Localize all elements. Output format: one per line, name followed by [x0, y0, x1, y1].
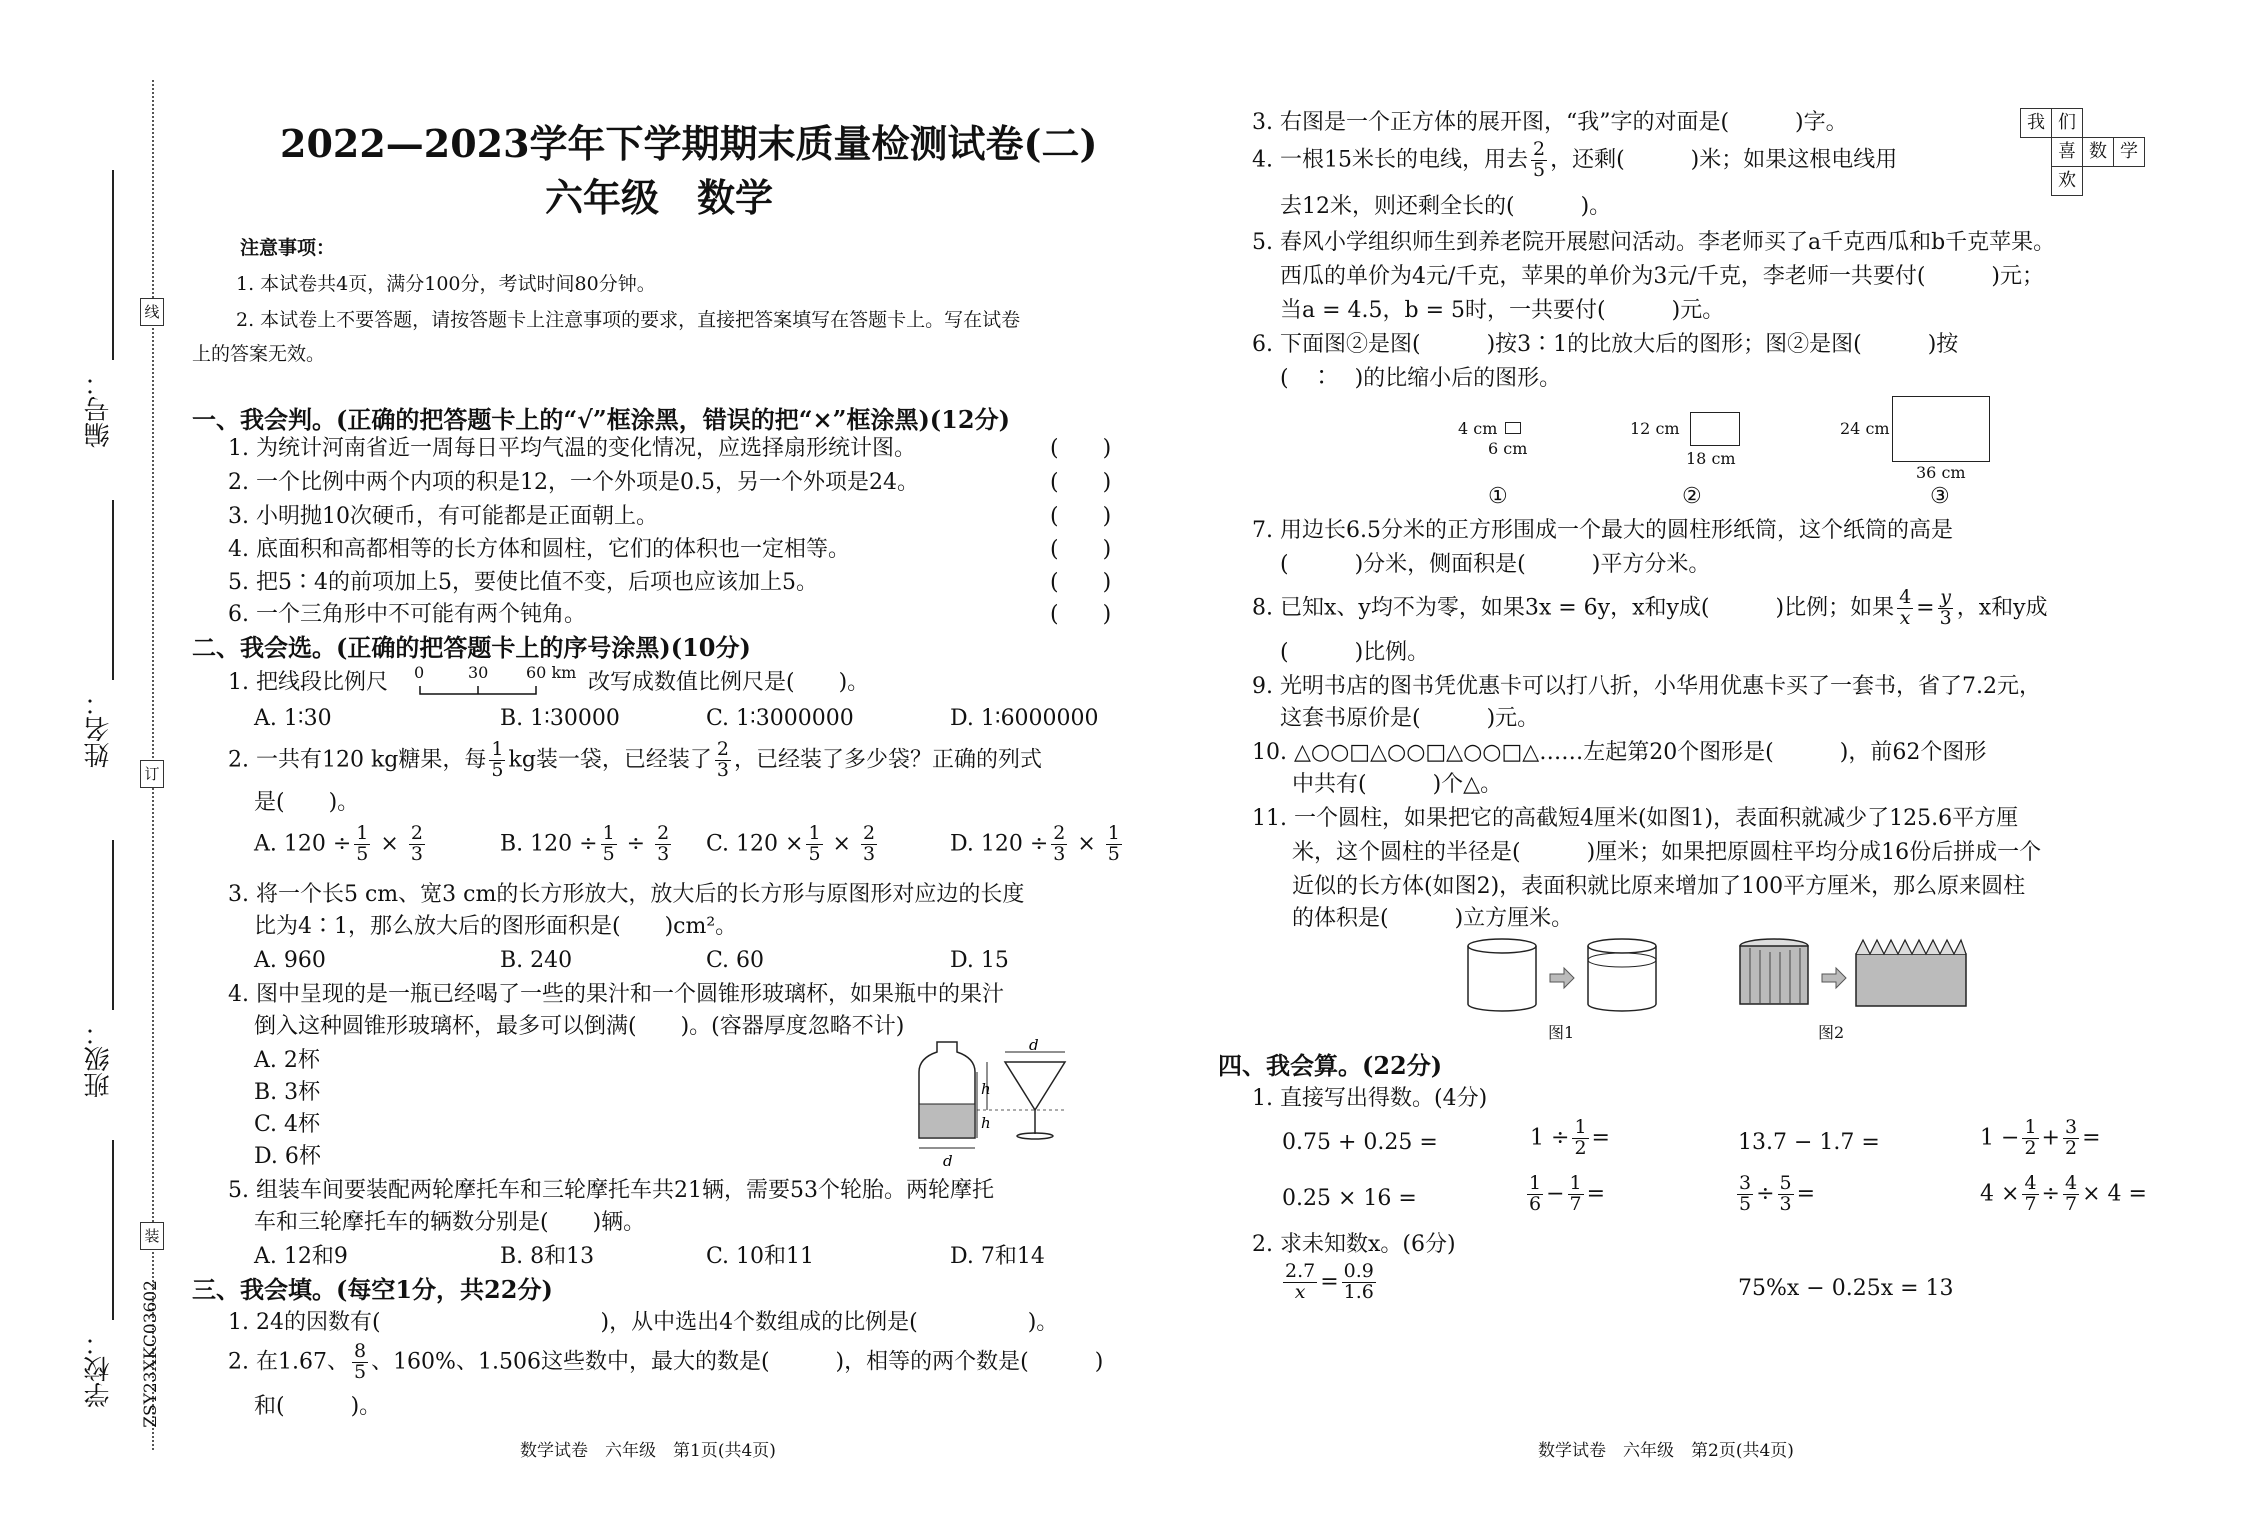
calc-expr-7: $\frac{3}{5}$ ÷ $\frac{5}{3}$ = — [1739, 1172, 1816, 1215]
choice-2-opt-b: B. 120 ÷ $\frac{1}{5}$ ÷ $\frac{2}{3}$ — [500, 822, 670, 865]
choice-2-text-d: 是( )。 — [254, 790, 360, 815]
scale-30: 30 — [468, 663, 489, 682]
frac-2-5: $\frac{2}{5}$ — [1532, 138, 1546, 181]
calc-expr-2: 1 ÷ $\frac{1}{2}$ = — [1530, 1116, 1610, 1159]
fill-2-line-b: 和( )。 — [254, 1394, 382, 1419]
school-field[interactable] — [112, 1140, 114, 1320]
choice-2-text — [228, 740, 1042, 781]
height-label-1: h — [981, 1080, 991, 1098]
section-4-heading: 四、我会算。(22分) — [1218, 1051, 1443, 1080]
rect-1 — [1505, 422, 1521, 434]
choice-4-text-b: 倒入这种圆锥形玻璃杯，最多可以倒满( )。(容器厚度忽略不计) — [254, 1014, 905, 1039]
cube-face-men: 们 — [2051, 108, 2083, 138]
choice-5-opt-b: B. 8和13 — [500, 1244, 595, 1269]
fill-11-line-a: 11. 一个圆柱，如果把它的高截短4厘米(如图1)，表面积就减少了125.6平方厘 — [1252, 806, 2019, 831]
frac-4-x: $\frac{4}{x}$ — [1899, 586, 1912, 629]
fill-8-line-a: 8. 已知x、y均不为零，如果3x = 6y，x和y成( )比例；如果 $\frac{4}{x}$ = $\frac{y}{3}$ ，x和y成 — [1252, 586, 2048, 629]
fill-5-line-a: 5. 春风小学组织师生到养老院开展慰问活动。李老师买了a千克西瓜和b千克苹果。 — [1252, 230, 2056, 255]
figure-2-cylinder-to-prism — [1738, 936, 1978, 1016]
bottle-and-glass-figure — [915, 1038, 1095, 1178]
fill-1: 1. 24的因数有( )，从中选出4个数组成的比例是( )。 — [228, 1310, 1059, 1335]
fill-2-line-a: 2. 在1.67、 $\frac{8}{5}$ 、160%、1.506这些数中，最大的数是( )，相等的两个数是( ) — [228, 1340, 1104, 1383]
choice-3-opt-b: B. 240 — [500, 948, 573, 973]
choice-4-opt-a: A. 2杯 — [254, 1048, 320, 1073]
rect-3 — [1892, 396, 1990, 462]
judge-6: 6. 一个三角形中不可能有两个钝角。 — [228, 602, 586, 627]
school-label: 学校： — [84, 1330, 114, 1408]
note-2a: 2. 本试卷上不要答题，请按答题卡上注意事项的要求，直接把答案填写在答题卡上。写在试卷 — [236, 309, 1021, 331]
unknown-eq-1: $\frac{2.7}{x}$ = $\frac{0.9}{1.6}$ — [1285, 1260, 1374, 1303]
choice-2-part-a: 2. 一共有120 kg糖果，每 — [228, 747, 487, 773]
choice-5-text-a: 5. 组装车间要装配两轮摩托车和三轮摩托车共21辆，需要53个轮胎。两轮摩托 — [228, 1178, 994, 1203]
choice-2-opt-a: A. 120 ÷ $\frac{1}{5}$ × $\frac{2}{3}$ — [254, 822, 423, 865]
judge-6-paren: ( ) — [1050, 602, 1112, 627]
page-1-footer: 数学试卷 六年级 第1页(共4页) — [520, 1441, 776, 1461]
fill-5-line-c: 当a = 4.5，b = 5时，一共要付( )元。 — [1280, 298, 1725, 323]
fill-4-line-a: 4. 一根15米长的电线，用去 $\frac{2}{5}$ ，还剩( )米；如果这根电线用 — [1252, 138, 1898, 181]
choice-1-opt-d: D. 1∶6000000 — [950, 706, 1099, 731]
rect-3-width: 36 cm — [1916, 463, 1966, 482]
choice-5-text-b: 车和三轮摩托车的辆数分别是( )辆。 — [254, 1210, 646, 1235]
choice-4-opt-b: B. 3杯 — [254, 1080, 321, 1105]
calc-expr-3: 13.7 − 1.7 = — [1738, 1130, 1880, 1155]
fill-11-line-b: 米，这个圆柱的半径是( )厘米；如果把原圆柱平均分成16份后拼成一个 — [1292, 840, 2042, 865]
margin-line-mark: 线 — [140, 298, 164, 326]
cube-face-xue: 学 — [2113, 137, 2145, 167]
judge-5-paren: ( ) — [1050, 570, 1112, 595]
margin-bind-mark: 订 — [140, 760, 164, 788]
choice-4-opt-d: D. 6杯 — [254, 1144, 321, 1169]
calc-1-heading: 1. 直接写出得数。(4分) — [1252, 1086, 1488, 1111]
bottle-diameter-label: d — [943, 1152, 953, 1170]
rect-2-width: 18 cm — [1686, 449, 1736, 468]
rect-3-number: ③ — [1930, 484, 1950, 509]
section-3-heading: 三、我会填。(每空1分，共22分) — [192, 1275, 553, 1304]
choice-2-part-c: ，已经装了多少袋？正确的列式 — [734, 747, 1043, 773]
exam-subtitle: 六年级 数学 — [545, 175, 774, 220]
choice-2-opt-d: D. 120 ÷ $\frac{2}{3}$ × $\frac{1}{5}$ — [950, 822, 1120, 865]
fill-5-line-b: 西瓜的单价为4元/千克，苹果的单价为3元/千克，李老师一共要付( )元； — [1280, 264, 2044, 289]
fill-9-line-a: 9. 光明书店的图书凭优惠卡可以打八折，小华用优惠卡买了一套书，省了7.2元， — [1252, 674, 2041, 699]
margin-seal-mark: 装 — [140, 1222, 164, 1250]
fill-4-line-b: 去12米，则还剩全长的( )。 — [1280, 194, 1612, 219]
choice-1-opt-b: B. 1∶30000 — [500, 706, 620, 731]
calc-expr-8: 4 × $\frac{4}{7}$ ÷ $\frac{4}{7}$ × 4 = — [1980, 1172, 2147, 1215]
fill-10-line-a: 10. △○○□△○○□△○○□△……左起第20个图形是( )，前62个图形 — [1252, 740, 1987, 765]
note-1: 1. 本试卷共4页，满分100分，考试时间80分钟。 — [236, 273, 656, 295]
judge-1-paren: ( ) — [1050, 436, 1112, 461]
cube-face-wo: 我 — [2020, 108, 2052, 138]
figure-1-cylinders — [1466, 936, 1686, 1016]
height-label-2: h — [981, 1114, 991, 1132]
calc-expr-4: 1 − $\frac{1}{2}$ + $\frac{3}{2}$ = — [1980, 1116, 2101, 1159]
calc-expr-6: $\frac{1}{6}$ − $\frac{1}{7}$ = — [1529, 1172, 1606, 1215]
choice-4-text-a: 4. 图中呈现的是一瓶已经喝了一些的果汁和一个圆锥形玻璃杯，如果瓶中的果汁 — [228, 982, 1004, 1007]
rect-1-number: ① — [1488, 484, 1508, 509]
fill-6-line-b: ( ∶ )的比缩小后的图形。 — [1280, 366, 1562, 391]
cube-face-xi: 喜 — [2051, 137, 2083, 167]
rect-1-width: 6 cm — [1488, 439, 1528, 458]
choice-3-opt-d: D. 15 — [950, 948, 1009, 973]
judge-3: 3. 小明抛10次硬币，有可能都是正面朝上。 — [228, 504, 658, 529]
fill-9-line-b: 这套书原价是( )元。 — [1280, 706, 1540, 731]
class-label: 班级： — [84, 1020, 114, 1098]
calc-expr-1: 0.75 + 0.25 = — [1282, 1130, 1438, 1155]
number-field[interactable] — [112, 170, 114, 360]
cube-face-huan: 欢 — [2051, 166, 2083, 196]
note-2b: 上的答案无效。 — [192, 343, 326, 365]
glass-diameter-label: d — [1029, 1038, 1039, 1054]
frac-2-3: $\frac{2}{3}$ — [716, 738, 729, 781]
choice-1-opt-a: A. 1∶30 — [254, 706, 332, 731]
choice-3-text-a: 3. 将一个长5 cm、宽3 cm的长方形放大，放大后的长方形与原图形对应边的长度 — [228, 882, 1025, 907]
scale-0: 0 — [414, 663, 425, 682]
scale-60: 60 km — [526, 663, 577, 682]
judge-2-paren: ( ) — [1050, 470, 1112, 495]
fill-10-line-b: 中共有( )个△。 — [1292, 772, 1503, 797]
figure-1-caption: 图1 — [1548, 1023, 1575, 1042]
exam-code: ZSY23XKC03602 — [141, 1280, 161, 1428]
choice-1-text-a: 1. 把线段比例尺 — [228, 670, 388, 695]
exam-title: 2022—2023学年下学期期末质量检测试卷(二) — [280, 121, 1098, 166]
cube-face-shu: 数 — [2082, 137, 2114, 167]
fill-3: 3. 右图是一个正方体的展开图，“我”字的对面是( )字。 — [1252, 110, 1848, 135]
rect-2-number: ② — [1682, 484, 1702, 509]
judge-1: 1. 为统计河南省近一周每日平均气温的变化情况，应选择扇形统计图。 — [228, 436, 916, 461]
fill-11-line-c: 近似的长方体(如图2)，表面积就比原来增加了100平方厘米，那么原来圆柱 — [1292, 874, 2026, 899]
section-2-heading: 二、我会选。(正确的把答题卡上的序号涂黑)(10分) — [192, 633, 751, 662]
unknown-eq-2: 75%x − 0.25x = 13 — [1738, 1276, 1954, 1301]
choice-3-opt-c: C. 60 — [706, 948, 765, 973]
name-field[interactable] — [112, 500, 114, 680]
frac-8-5: $\frac{8}{5}$ — [353, 1340, 367, 1383]
page-2-footer: 数学试卷 六年级 第2页(共4页) — [1538, 1441, 1794, 1461]
fill-8-line-b: ( )比例。 — [1280, 640, 1430, 665]
line-scale-bar — [418, 684, 538, 698]
notes-heading: 注意事项： — [240, 237, 336, 259]
judge-4: 4. 底面积和高都相等的长方体和圆柱，它们的体积也一定相等。 — [228, 537, 850, 562]
fill-7-line-a: 7. 用边长6.5分米的正方形围成一个最大的圆柱形纸筒，这个纸筒的高是 — [1252, 518, 1953, 543]
choice-5-opt-c: C. 10和11 — [706, 1244, 815, 1269]
fill-6-line-a: 6. 下面图②是图( )按3∶1的比放大后的图形；图②是图( )按 — [1252, 332, 1959, 357]
number-label: 编号： — [84, 370, 114, 448]
choice-3-opt-a: A. 960 — [254, 948, 326, 973]
judge-5: 5. 把5∶4的前项加上5，要使比值不变，后项也应该加上5。 — [228, 570, 818, 595]
choice-3-text-b: 比为4∶1，那么放大后的图形面积是( )cm²。 — [254, 914, 738, 939]
calc-expr-5: 0.25 × 16 = — [1282, 1186, 1417, 1211]
judge-3-paren: ( ) — [1050, 504, 1112, 529]
section-1-heading: 一、我会判。(正确的把答题卡上的“√”框涂黑，错误的把“×”框涂黑)(12分) — [192, 405, 1010, 434]
choice-1-opt-c: C. 1∶3000000 — [706, 706, 854, 731]
rect-1-height: 4 cm — [1458, 419, 1498, 438]
calc-2-heading: 2. 求未知数x。(6分) — [1252, 1232, 1456, 1257]
figure-2-caption: 图2 — [1818, 1023, 1845, 1042]
choice-1-text-b: 改写成数值比例尺是( )。 — [588, 670, 870, 695]
judge-4-paren: ( ) — [1050, 537, 1112, 562]
frac-1-5: $\frac{1}{5}$ — [491, 738, 504, 781]
rect-2-height: 12 cm — [1630, 419, 1680, 438]
choice-2-opt-c: C. 120 × $\frac{1}{5}$ × $\frac{2}{3}$ — [706, 822, 876, 865]
judge-2: 2. 一个比例中两个内项的积是12，一个外项是0.5，另一个外项是24。 — [228, 470, 919, 495]
choice-5-opt-a: A. 12和9 — [254, 1244, 348, 1269]
frac-y-3: $\frac{y}{3}$ — [1939, 586, 1952, 629]
rect-3-height: 24 cm — [1840, 419, 1890, 438]
name-label: 姓名： — [84, 690, 114, 768]
fill-11-line-d: 的体积是( )立方厘米。 — [1292, 906, 1574, 931]
choice-4-opt-c: C. 4杯 — [254, 1112, 321, 1137]
rect-2 — [1690, 412, 1740, 446]
choice-2-part-b: kg装一袋，已经装了 — [508, 747, 712, 773]
choice-5-opt-d: D. 7和14 — [950, 1244, 1045, 1269]
fill-7-line-b: ( )分米，侧面积是( )平方分米。 — [1280, 552, 1711, 577]
class-field[interactable] — [112, 840, 114, 1010]
